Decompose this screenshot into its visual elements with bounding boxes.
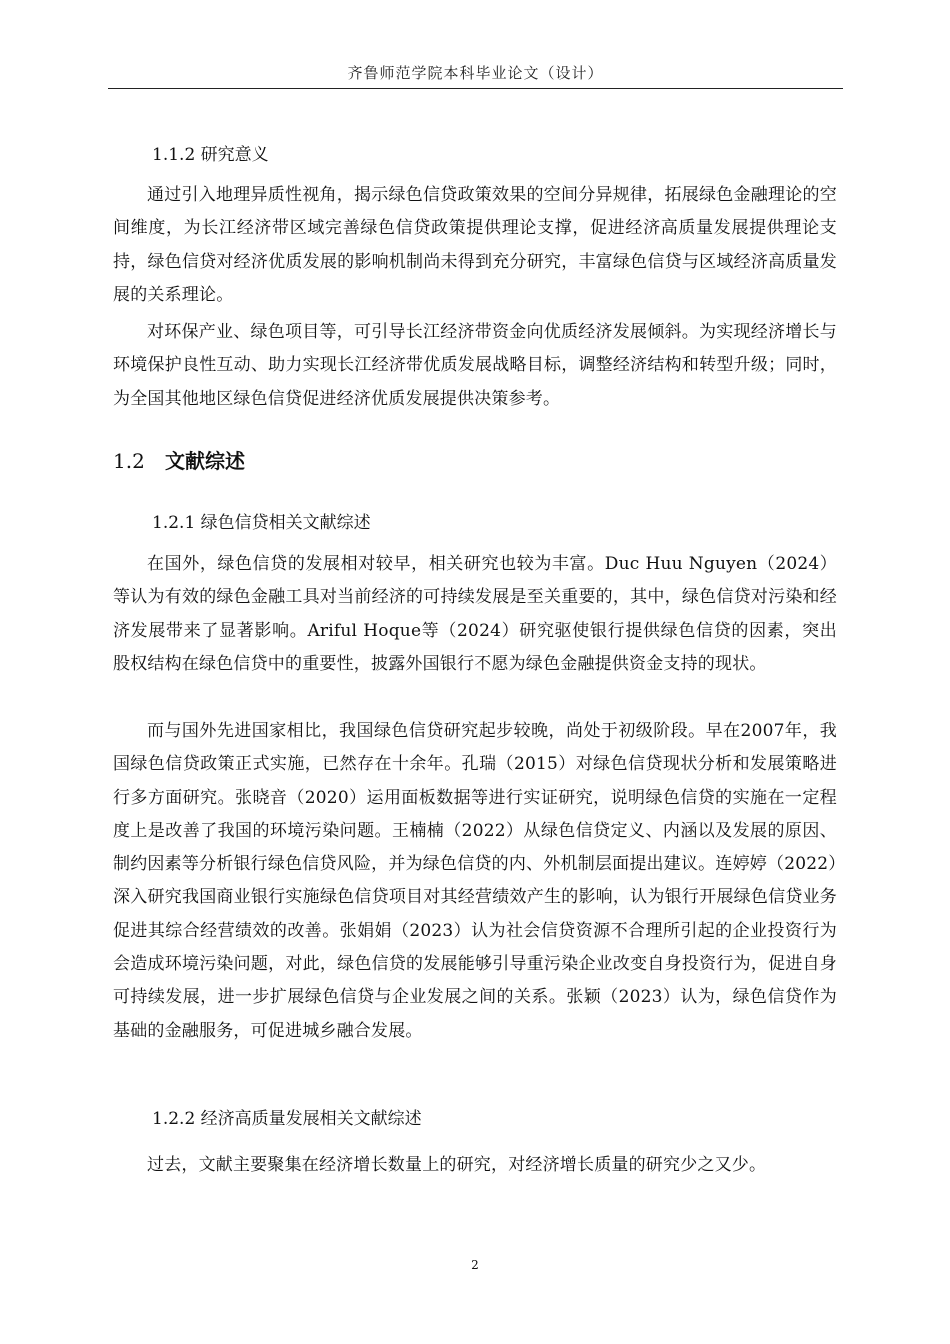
paragraph-research-significance-1: 通过引入地理异质性视角，揭示绿色信贷政策效果的空间分异规律，拓展绿色金融理论的空间维度，为长江经济带区域完善绿色信贷政策提供理论支撑，促进经济高质量发展提供理论支持，绿色信贷对经济优质发展的影响机制尚未得到充分研究，丰富绿色信贷与区域经济高质量发展的关系理论。 <box>113 185 837 305</box>
running-header: 齐鲁师范学院本科毕业论文（设计） <box>347 64 604 82</box>
paragraph-research-significance-2: 对环保产业、绿色项目等，可引导长江经济带资金向优质经济发展倾斜。为实现经济增长与环境保护良性互动、助力实现长江经济带优质发展战略目标，调整经济结构和转型升级；同时，为全国其他地区绿色信贷促进经济优质发展提供决策参考。 <box>113 322 837 409</box>
section-number: 1.2 <box>113 449 145 473</box>
section-title-1-2 <box>113 445 245 474</box>
paragraph-domestic-literature: 而与国外先进国家相比，我国绿色信贷研究起步较晚，尚处于初级阶段。早在2007年，我国绿色信贷政策正式实施，已然存在十余年。孔瑞（2015）对绿色信贷现状分析和发展策略进行多方面研究。张晓音（2020）运用面板数据等进行实证研究，说明绿色信贷的实施在一定程度上是改善了我国的环境污染问题。王楠楠（2022）从绿色信贷定义、内涵以及发展的原因、制约因素等分析银行绿色信贷风险，并为绿色信贷的内、外机制层面提出建议。连婷婷（2022）深入研究我国商业银行实施绿色信贷项目对其经营绩效产生的影响，认为银行开展绿色信贷业务促进其综合经营绩效的改善。张娟娟（2023）认为社会信贷资源不合理所引起的企业投资行为会造成环境污染问题，对此，绿色信贷的发展能够引导重污染企业改变自身投资行为，促进自身可持续发展，进一步扩展绿色信贷与企业发展之间的关系。张颖（2023）认为，绿色信贷作为基础的金融服务，可促进城乡融合发展。 <box>113 721 837 1041</box>
subsection-title-1-2-2: 1.2.2 经济高质量发展相关文献综述 <box>152 1109 422 1129</box>
paragraph-foreign-literature: 在国外，绿色信贷的发展相对较早，相关研究也较为丰富。Duc Huu Nguyen（2024）等认为有效的绿色金融工具对当前经济的可持续发展是至关重要的，其中，绿色信贷对污染和经济发展带来了显著影响。Ariful Hoque等（2024）研究驱使银行提供绿色信贷的因素，突出股权结构在绿色信贷中的重要性，披露外国银行不愿为绿色金融提供资金支持的现状。 <box>113 554 837 674</box>
section-title-text: 文献综述 <box>165 449 245 473</box>
page-number: 2 <box>471 1258 479 1272</box>
subsection-title-1-1-2: 1.1.2 研究意义 <box>152 145 269 165</box>
header-divider <box>108 88 843 89</box>
paragraph-economic-quality: 过去，文献主要聚集在经济增长数量上的研究，对经济增长质量的研究少之又少。 <box>147 1155 767 1175</box>
subsection-title-1-2-1: 1.2.1 绿色信贷相关文献综述 <box>152 513 371 533</box>
